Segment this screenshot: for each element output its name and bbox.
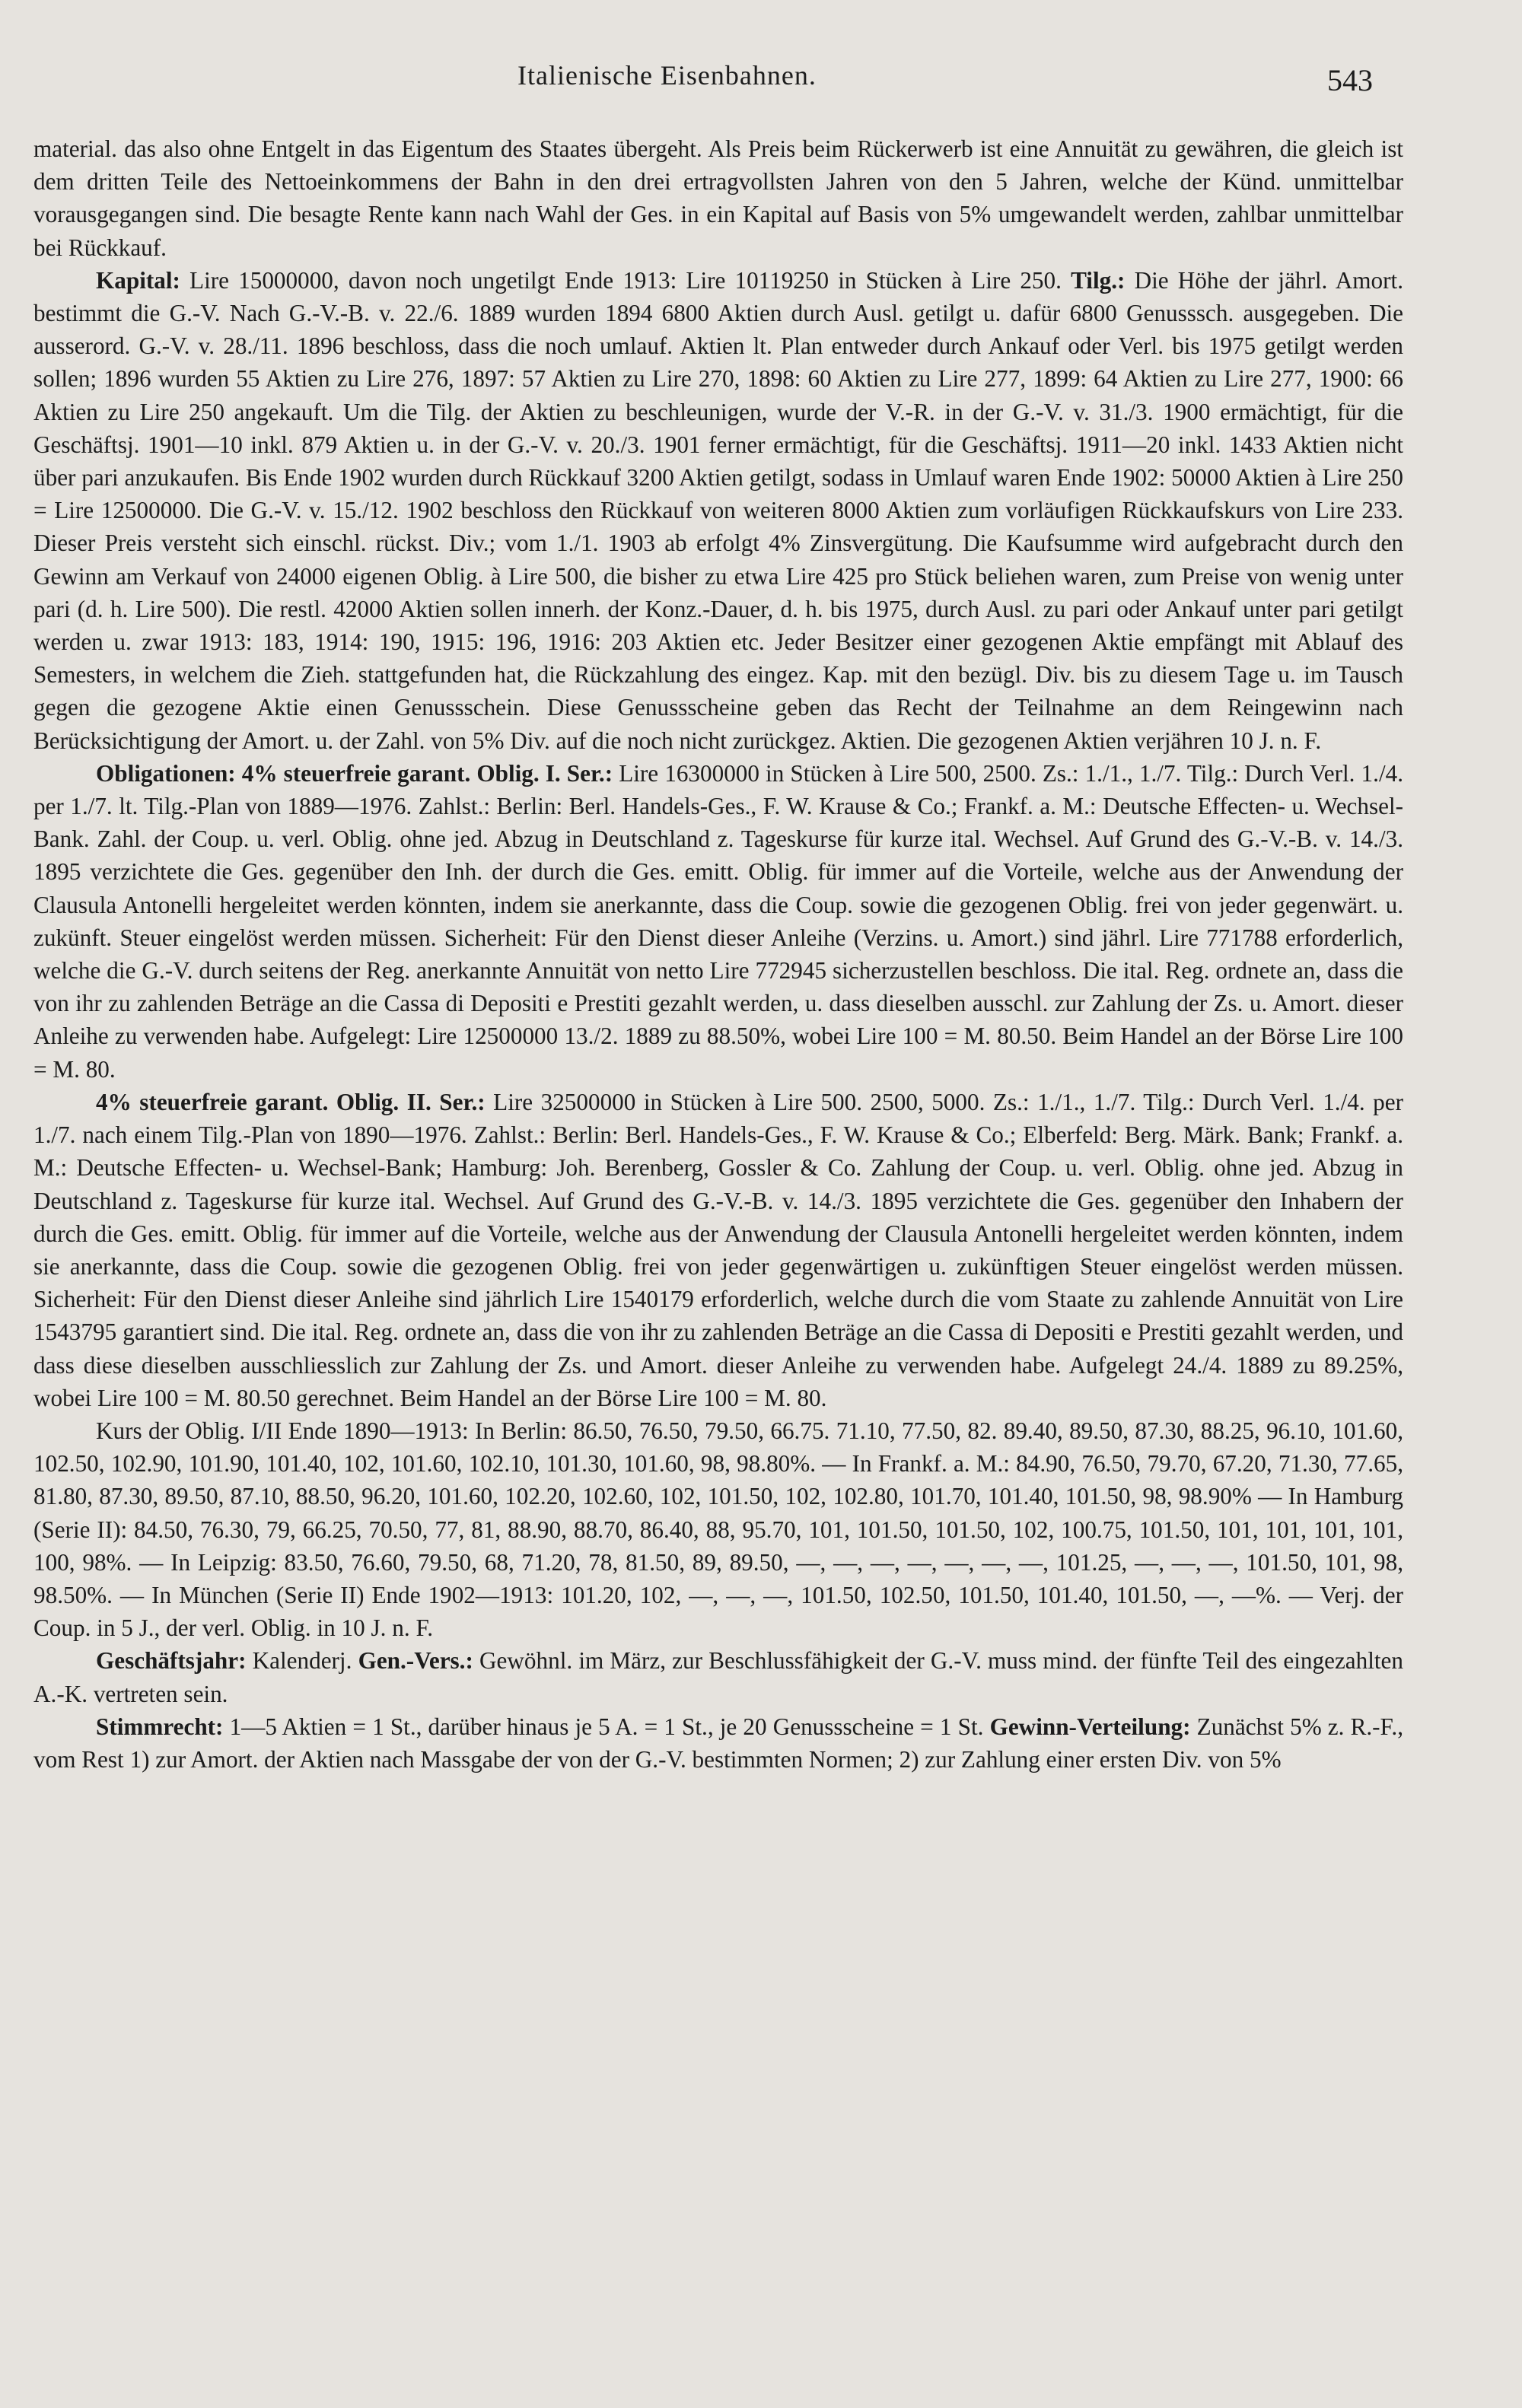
paragraph bbox=[33, 1086, 1403, 1414]
paragraph-text: Lire 15000000, davon noch ungetilgt Ende 1913: Lire 10119250 in Stücken à Lire 250. bbox=[180, 266, 1071, 294]
section-heading: Gewinn-Verteilung: bbox=[989, 1713, 1191, 1740]
paragraph bbox=[33, 1414, 1403, 1644]
paragraph-text: Zunächst 5% z. R.-F., vom Rest 1) zur Amort. der Aktien nach Massgabe der von der G.-V. bestimmten Normen; 2) zur Zahlung einer ersten Div. von 5% bbox=[33, 1713, 1403, 1773]
running-title: Italienische Eisenbahnen. bbox=[517, 60, 817, 91]
paragraph-text: Lire 16300000 in Stücken à Lire 500, 2500. Zs.: 1./1., 1./7. Tilg.: Durch Verl. 1./4. per 1./7. lt. Tilg.-Plan von 1889—1976. Zahlst.: Berlin: Berl. Handels-Ges., F. W. Krause & Co.; Frankf. a. M.: Deutsche Effecten- u. Wechsel-Bank. Zahl. der Coup. u. verl. Oblig. ohne jed. Abzug in Deutschland z. Tageskurse für kurze ital. Wechsel. Auf Grund des G.-V.-B. v. 14./3. 1895 verzichtete die Ges. gegenüber den Inh. der durch die Ges. emitt. Oblig. für immer auf die Vorteile, welche aus der Anwendung der Clausula Antonelli hergeleitet werden könnten, indem sie anerkannte, dass die Coup. sowie die gezogenen Oblig. frei von jeder gegenwärt. u. zukünft. Steuer eingelöst werden müssen. Sicherheit: Für den Dienst dieser Anleihe (Verzins. u. Amort.) sind jährl. Lire 771788 erforderlich, welche die G.-V. durch seitens der Reg. anerkannte Annuität von netto Lire 772945 sicherzustellen beschloss. Die ital. Reg. ordnete an, dass die von ihr zu zahlenden Beträge an die Cassa di Depositi e Prestiti gezahlt werden, u. dass dieselben ausschl. zur Zahlung der Zs. u. Amort. dieser Anleihe zu verwenden habe. Aufgelegt: Lire 12500000 13./2. 1889 zu 88.50%, wobei Lire 100 = M. 80.50. Beim Handel an der Börse Lire 100 = M. 80. bbox=[33, 759, 1403, 1083]
body-text bbox=[33, 132, 1403, 1776]
paragraph bbox=[33, 757, 1403, 1086]
paragraph-text: Gewöhnl. im März, zur Beschlussfähigkeit der G.-V. muss mind. der fünfte Teil des eingezahlten A.-K. vertreten sein. bbox=[33, 1647, 1403, 1707]
section-heading: Obligationen: 4% steuerfreie garant. Oblig. I. Ser.: bbox=[96, 759, 613, 787]
paragraph-text: material. das also ohne Entgelt in das Eigentum des Staates übergeht. Als Preis beim Rückerwerb ist eine Annuität zu gewähren, die gleich ist dem dritten Teile des Nettoeinkommens der Bahn in den drei ertragvollsten Jahren von den 5 Jahren, welche der Künd. unmittelbar vorausgegangen sind. Die besagte Rente kann nach Wahl der Ges. in ein Kapital auf Basis von 5% umgewandelt werden, zahlbar unmittelbar bei Rückkauf. bbox=[33, 135, 1403, 261]
paragraph-text: Lire 32500000 in Stücken à Lire 500. 2500, 5000. Zs.: 1./1., 1./7. Tilg.: Durch Verl. 1./4. per 1./7. nach einem Tilg.-Plan von 1890—1976. Zahlst.: Berlin: Berl. Handels-Ges., F. W. Krause & Co.; Elberfeld: Berg. Märk. Bank; Frankf. a. M.: Deutsche Effecten- u. Wechsel-Bank; Hamburg: Joh. Berenberg, Gossler & Co. Zahlung der Coup. u. verl. Oblig. ohne jed. Abzug in Deutschland z. Tageskurse für kurze ital. Wechsel. Auf Grund des G.-V.-B. v. 14./3. 1895 verzichtete die Ges. gegenüber den Inhabern der durch die Ges. emitt. Oblig. für immer auf die Vorteile, welche aus der Anwendung der Clausula Antonelli hergeleitet werden könnten, indem sie anerkannte, dass die Coup. sowie die gezogenen Oblig. frei von jeder gegenwärtigen u. zukünftigen Steuer eingelöst werden müssen. Sicherheit: Für den Dienst dieser Anleihe sind jährlich Lire 1540179 erforderlich, welche durch die vom Staate zu zahlende Annuität von Lire 1543795 garantiert sind. Die ital. Reg. ordnete an, dass die von ihr zu zahlenden Beträge an die Cassa di Depositi e Prestiti gezahlt werden, und dass diese dieselben ausschliesslich zur Zahlung der Zs. und Amort. dieser Anleihe zu verwenden habe. Aufgelegt 24./4. 1889 zu 89.25%, wobei Lire 100 = M. 80.50 gerechnet. Beim Handel an der Börse Lire 100 = M. 80. bbox=[33, 1088, 1403, 1411]
page-header bbox=[0, 59, 1522, 105]
paragraph bbox=[33, 264, 1403, 757]
page-number: 543 bbox=[1327, 63, 1373, 97]
paragraph-text: Die Höhe der jährl. Amort. bestimmt die G.-V. Nach G.-V.-B. v. 22./6. 1889 wurden 1894 6800 Aktien durch Ausl. getilgt u. dafür 6800 Genusssch. ausgegeben. Die ausserord. G.-V. v. 28./11. 1896 beschloss, dass die noch umlauf. Aktien lt. Plan entweder durch Ankauf oder Verl. bis 1975 getilgt werden sollen; 1896 wurden 55 Aktien zu Lire 276, 1897: 57 Aktien zu Lire 270, 1898: 60 Aktien zu Lire 277, 1899: 64 Aktien zu Lire 277, 1900: 66 Aktien zu Lire 250 angekauft. Um die Tilg. der Aktien zu beschleunigen, wurde der V.-R. in der G.-V. v. 31./3. 1900 ermächtigt, für die Geschäftsj. 1901—10 inkl. 879 Aktien u. in der G.-V. v. 20./3. 1901 ferner ermächtigt, für die Geschäftsj. 1911—20 inkl. 1433 Aktien nicht über pari anzukaufen. Bis Ende 1902 wurden durch Rückkauf 3200 Aktien getilgt, sodass in Umlauf waren Ende 1902: 50000 Aktien à Lire 250 = Lire 12500000. Die G.-V. v. 15./12. 1902 beschloss den Rückkauf von weiteren 8000 Aktien zum vorläufigen Rückkaufskurs von Lire 233. Dieser Preis versteht sich einschl. rückst. Div.; vom 1./1. 1903 ab erfolgt 4% Zinsvergütung. Die Kaufsumme wird aufgebracht durch den Gewinn am Verkauf von 24000 eigenen Oblig. à Lire 500, die bisher zu etwa Lire 425 pro Stück beliehen waren, zum Preise von wenig unter pari (d. h. Lire 500). Die restl. 42000 Aktien sollen innerh. der Konz.-Dauer, d. h. bis 1975, durch Ausl. zu pari oder Ankauf unter pari getilgt werden u. zwar 1913: 183, 1914: 190, 1915: 196, 1916: 203 Aktien etc. Jeder Besitzer einer gezogenen Aktie empfängt mit Ablauf des Semesters, in welchem die Zieh. stattgefunden hat, die Rückzahlung des eingez. Kap. mit den bezügl. Div. bis zu diesem Tage u. im Tausch gegen die gezogene Aktie einen Genussschein. Diese Genussscheine geben das Recht der Teilnahme an dem Reingewinn nach Berücksichtigung der Amort. u. der Zahl. von 5% Div. auf die noch nicht zurückgez. Aktien. Die gezogenen Aktien verjähren 10 J. n. F. bbox=[33, 266, 1404, 754]
paragraph-text: 1—5 Aktien = 1 St., darüber hinaus je 5 A. = 1 St., je 20 Genussscheine = 1 St. bbox=[223, 1713, 990, 1740]
section-heading: Stimmrecht: bbox=[96, 1713, 224, 1740]
section-heading: 4% steuerfreie garant. Oblig. II. Ser.: bbox=[96, 1088, 486, 1115]
section-heading: Tilg.: bbox=[1071, 266, 1126, 294]
section-heading: Geschäftsjahr: bbox=[96, 1647, 247, 1675]
paragraph-text: Kurs der Oblig. I/II Ende 1890—1913: In Berlin: 86.50, 76.50, 79.50, 66.75. 71.10, 77.50, 82. 89.40, 89.50, 87.30, 88.25, 96.10, 101.60, 102.50, 102.90, 101.90, 101.40, 102, 101.60, 102.10, 101.30, 101.60, 98, 98.80%. — In Frankf. a. M.: 84.90, 76.50, 79.70, 67.20, 71.30, 77.65, 81.80, 87.30, 89.50, 87.10, 88.50, 96.20, 101.60, 102.20, 102.60, 102, 101.50, 102, 102.80, 101.70, 101.40, 101.50, 98, 98.90% — In Hamburg (Serie II): 84.50, 76.30, 79, 66.25, 70.50, 77, 81, 88.90, 88.70, 86.40, 88, 95.70, 101, 101.50, 101.50, 102, 100.75, 101.50, 101, 101, 101, 101, 100, 98%. — In Leipzig: 83.50, 76.60, 79.50, 68, 71.20, 78, 81.50, 89, 89.50, —, —, —, —, —, —, —, 101.25, —, —, —, 101.50, 101, 98, 98.50%. — In München (Serie II) Ende 1902—1913: 101.20, 102, —, —, —, 101.50, 102.50, 101.50, 101.40, 101.50, —, —%. — Verj. der Coup. in 5 J., der verl. Oblig. in 10 J. n. F. bbox=[33, 1417, 1403, 1642]
paragraph bbox=[33, 1710, 1403, 1776]
section-heading: Kapital: bbox=[96, 266, 180, 294]
section-heading: Gen.-Vers.: bbox=[358, 1647, 473, 1675]
paragraph bbox=[33, 132, 1403, 264]
paragraph-text: Kalenderj. bbox=[246, 1647, 358, 1675]
paragraph bbox=[33, 1644, 1403, 1710]
